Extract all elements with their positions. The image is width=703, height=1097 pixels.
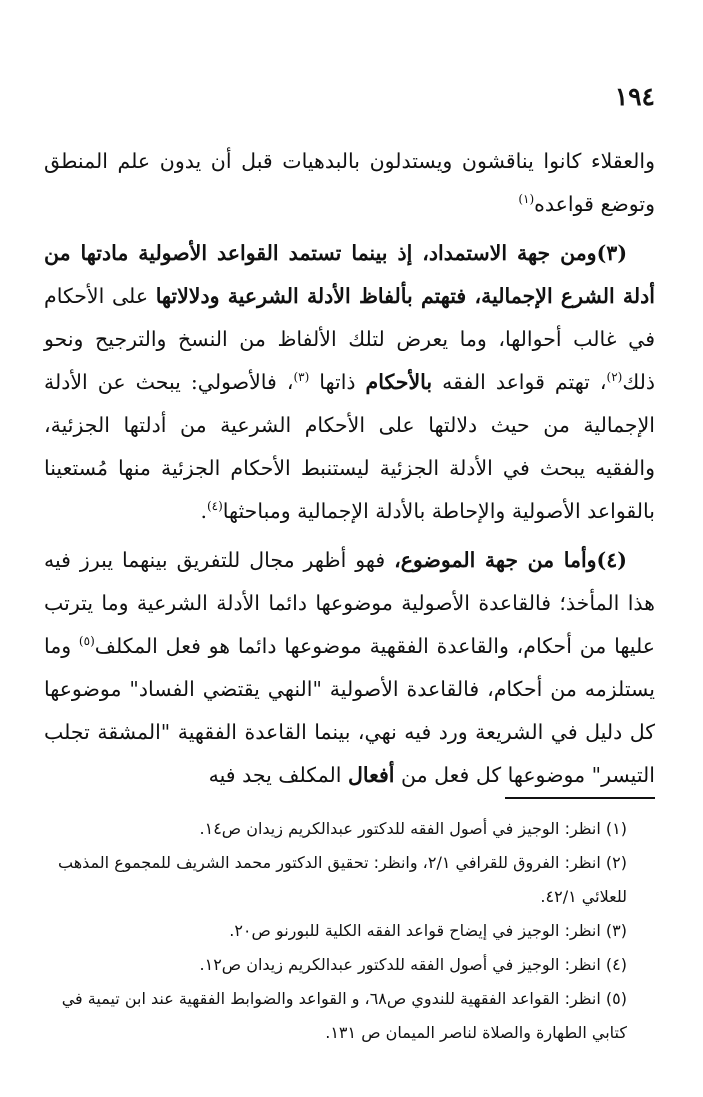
paragraph-2-text-c: ، تهتم قواعد الفقه bbox=[432, 370, 607, 394]
body-text bbox=[44, 140, 655, 797]
paragraph-2-end: . bbox=[200, 499, 207, 523]
footnotes bbox=[44, 812, 655, 1050]
paragraph-3-bold-afaal: أفعال bbox=[347, 763, 395, 787]
paragraph-2-text-e: ، فالأصولي: يبحث عن الأدلة الإجمالية من حيث دلالتها على الأحكام الشرعية من أدلتها الجزئية، والفقيه يبحث في الأدلة الجزئية ليستنبط الأحكام الجزئية منها مُستعينا بالقواعد الأصولية والإحاطة بالأدلة الإجمالية ومباحثها bbox=[44, 370, 655, 523]
footnote-ref-2: (٢) bbox=[606, 370, 623, 385]
footnote-2: (٢) انظر: الفروق للقرافي ٢/١، وانظر: تحقيق الدكتور محمد الشريف للمجموع المذهب للعلائي ٤٢/١. bbox=[57, 853, 627, 906]
paragraph-2-heading: (٣)ومن جهة الاستمداد، bbox=[422, 241, 628, 265]
paragraph-3-text-c: المكلف يجد فيه bbox=[208, 763, 348, 787]
footnote-4: (٤) انظر: الوجيز في أصول الفقه للدكتور عبدالكريم زيدان ص١٢. bbox=[199, 955, 627, 974]
footnote-ref-5: (٥) bbox=[78, 634, 95, 649]
footnote-5: (٥) انظر: القواعد الفقهية للندوي ص٦٨، و القواعد والضوابط الفقهية عند ابن تيمية في كتابي الطهارة والصلاة لناصر الميمان ص ١٣١. bbox=[61, 989, 627, 1042]
paragraph-2-bold-phrase: بألفاظ الأدلة الشرعية ودلالاتها bbox=[155, 284, 413, 308]
footnote-3: (٣) انظر: الوجيز في إيضاح قواعد الفقه الكلية للبورنو ص٢٠. bbox=[229, 921, 627, 940]
paragraph-3-text-a: فهو أظهر مجال للتفريق بينهما يبرز فيه هذا المأخذ؛ فالقاعدة الأصولية موضوعها دائما الأدلة الشرعية وما يترتب عليها من أحكام، والقاعدة الفقهية موضوعها دائما هو فعل المكلف bbox=[44, 548, 655, 658]
paragraph-1 bbox=[44, 140, 655, 226]
paragraph-3-text-b: وما يستلزمه من أحكام، فالقاعدة الأصولية "النهي يقتضي الفساد" موضوعها كل دليل في الشريعة ورد فيه نهي، بينما القاعدة الفقهية "المشقة تجلب التيسر" موضوعها كل فعل من bbox=[44, 634, 655, 787]
paragraph-2-text-a: إذ بينما تستمد القواعد الأصولية مادتها من أدلة الشرع الإجمالية، فتهتم bbox=[44, 241, 655, 308]
footnote-1: (١) انظر: الوجيز في أصول الفقه للدكتور عبدالكريم زيدان ص١٤. bbox=[199, 819, 627, 838]
paragraph-3 bbox=[44, 539, 655, 797]
footnote-ref-3: (٣) bbox=[293, 370, 310, 385]
paragraph-1-text: والعقلاء كانوا يناقشون ويستدلون بالبدهيات قبل أن يدون علم المنطق وتوضع قواعده bbox=[44, 149, 655, 216]
footnote-ref-1: (١) bbox=[518, 192, 535, 207]
paragraph-2 bbox=[44, 232, 655, 533]
footnote-separator bbox=[505, 797, 655, 799]
paragraph-3-heading: (٤)وأما من جهة الموضوع، bbox=[394, 548, 627, 572]
paragraph-2-text-b: على الأحكام في غالب أحوالها، وما يعرض لتلك الألفاظ من النسخ والترجيح ونحو ذلك bbox=[44, 284, 655, 394]
page-number: ١٩٤ bbox=[614, 82, 655, 111]
footnote-ref-4: (٤) bbox=[206, 499, 223, 514]
paragraph-2-bold-ahkam: بالأحكام bbox=[365, 370, 433, 394]
paragraph-2-text-d: ذاتها bbox=[309, 370, 366, 394]
